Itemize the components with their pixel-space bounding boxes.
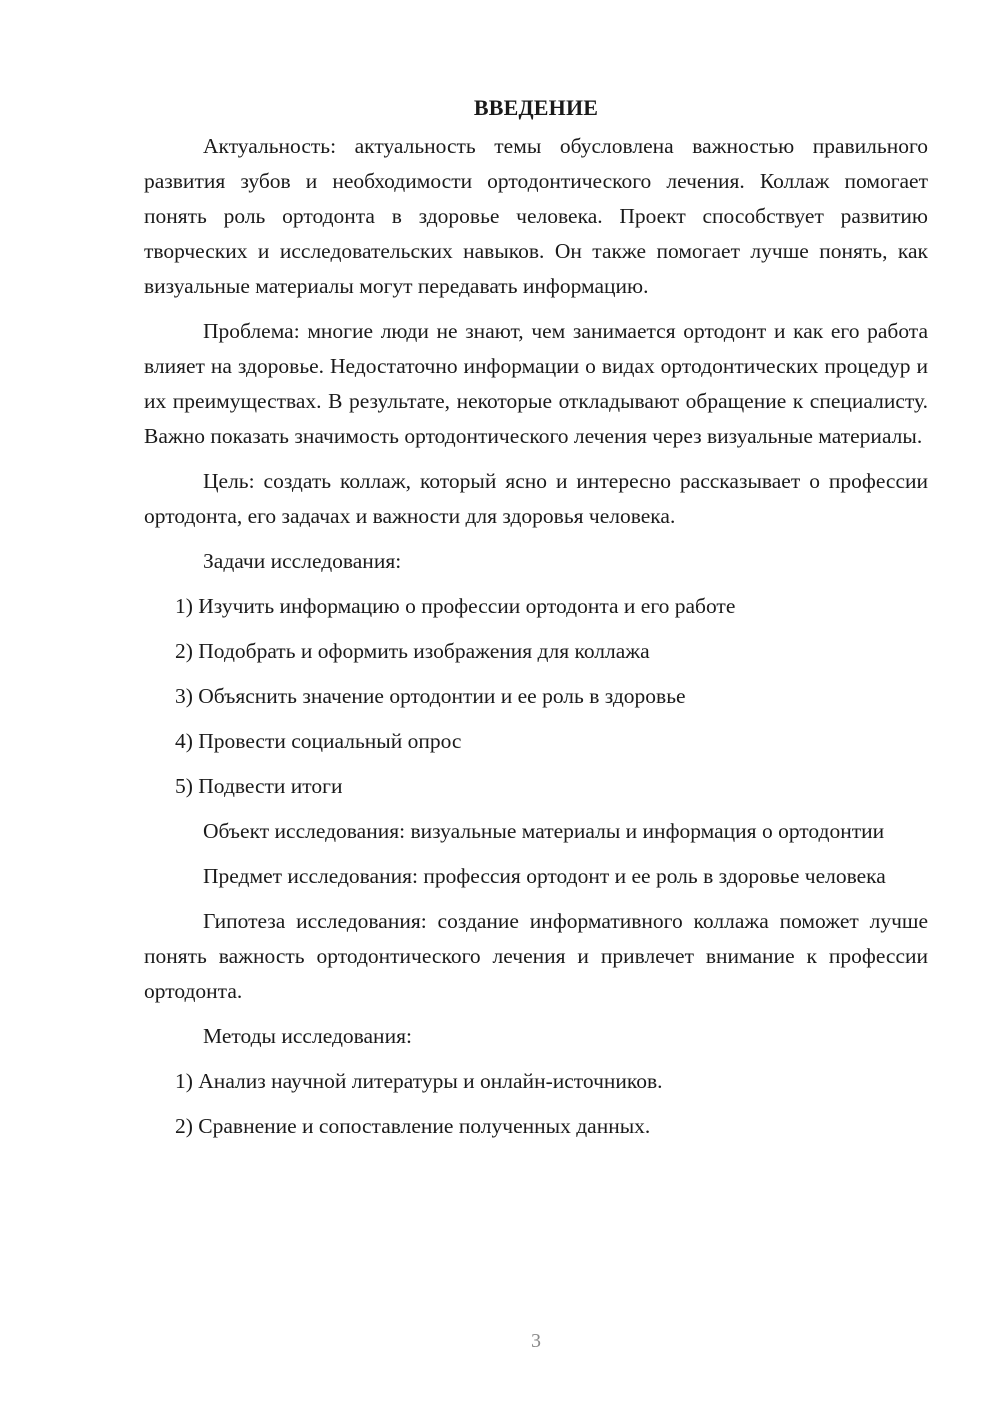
section-title: ВВЕДЕНИЕ	[473, 95, 599, 120]
list-item: 2) Сравнение и сопоставление полученных данных.	[175, 1114, 651, 1138]
hypothesis-paragraph: Гипотеза исследования: создание информативного коллажа поможет лучше понять важность ортодонтического лечения и привлечет внимание к профессии ортодонта.	[144, 909, 928, 1003]
list-item: 1) Изучить информацию о профессии ортодонта и его работе	[175, 594, 736, 618]
subject-paragraph: Предмет исследования: профессия ортодонт и ее роль в здоровье человека	[203, 864, 886, 888]
list-item: 3) Объяснить значение ортодонтии и ее роль в здоровье	[175, 684, 686, 708]
list-item: 1) Анализ научной литературы и онлайн-источников.	[175, 1069, 663, 1093]
list-item: 4) Провести социальный опрос	[175, 729, 462, 753]
methods-label: Методы исследования:	[203, 1024, 412, 1048]
tasks-label: Задачи исследования:	[203, 549, 402, 573]
problem-paragraph: Проблема: многие люди не знают, чем занимается ортодонт и как его работа влияет на здоровье. Недостаточно информации о видах ортодонтических процедур и их преимуществах. В результате, некоторые откладывают обращение к специалисту. Важно показать значимость ортодонтического лечения через визуальные материалы.	[144, 319, 928, 448]
relevance-paragraph: Актуальность: актуальность темы обусловлена важностью правильного развития зубов и необходимости ортодонтического лечения. Коллаж помогает понять роль ортодонта в здоровье человека. Проект способствует развитию творческих и исследовательских навыков. Он также помогает лучше понять, как визуальные материалы могут передавать информацию.	[144, 134, 928, 298]
list-item: 2) Подобрать и оформить изображения для коллажа	[175, 639, 650, 663]
methods-list	[144, 1064, 928, 1144]
list-item: 5) Подвести итоги	[175, 774, 343, 798]
page-number: 3	[531, 1330, 541, 1352]
tasks-list	[144, 589, 928, 804]
object-paragraph: Объект исследования: визуальные материалы и информация о ортодонтии	[203, 819, 885, 843]
goal-paragraph: Цель: создать коллаж, который ясно и интересно рассказывает о профессии ортодонта, его задачах и важности для здоровья человека.	[144, 469, 928, 528]
document-page	[144, 90, 928, 1154]
